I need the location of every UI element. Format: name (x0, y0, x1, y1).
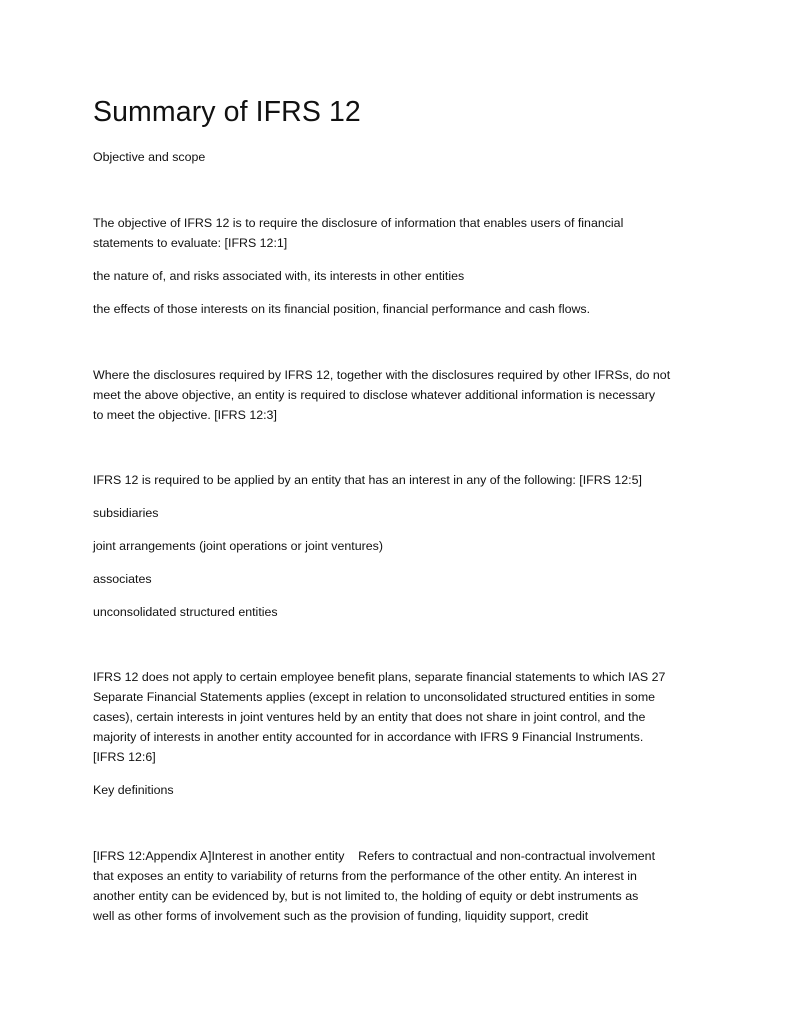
text-line: [IFRS 12:6] (93, 750, 156, 764)
list-item-unconsolidated-structured-entities (93, 602, 703, 622)
list-item-nature-and-risks (93, 266, 703, 286)
list-item-joint-arrangements (93, 536, 703, 556)
text-line: Separate Financial Statements applies (except in relation to unconsolidated structured entities in some (93, 690, 656, 704)
text-line: meet the above objective, an entity is required to disclose whatever additional information is necessary (93, 388, 656, 402)
text-line: joint arrangements (joint operations or joint ventures) (93, 539, 383, 553)
paragraph-scope (93, 470, 703, 490)
list-item-subsidiaries (93, 503, 703, 523)
list-item-effects (93, 299, 703, 319)
text-line: The objective of IFRS 12 is to require the disclosure of information that enables users of financial (93, 216, 624, 230)
text-line: the effects of those interests on its financial position, financial performance and cash flows. (93, 302, 591, 316)
heading-objective-and-scope (93, 147, 703, 167)
text-line: cases), certain interests in joint ventures held by an entity that does not share in joint control, and the (93, 710, 646, 724)
document-title: Summary of IFRS 12 (93, 96, 361, 128)
text-line: IFRS 12 does not apply to certain employee benefit plans, separate financial statements to which IAS 27 (93, 670, 666, 684)
paragraph-additional-disclosures (93, 365, 703, 425)
text-line: [IFRS 12:Appendix A]Interest in another entity Refers to contractual and non-contractual involvement (93, 849, 656, 863)
text-line: IFRS 12 is required to be applied by an entity that has an interest in any of the following: [IFRS 12:5] (93, 473, 642, 487)
text-line: that exposes an entity to variability of returns from the performance of the other entity. An interest in (93, 869, 637, 883)
text-line: well as other forms of involvement such as the provision of funding, liquidity support, credit (93, 909, 589, 923)
text-line: unconsolidated structured entities (93, 605, 278, 619)
text-line: to meet the objective. [IFRS 12:3] (93, 408, 277, 422)
paragraph-exclusions (93, 667, 703, 767)
text-line: Key definitions (93, 783, 174, 797)
text-line: associates (93, 572, 152, 586)
text-line: another entity can be evidenced by, but is not limited to, the holding of equity or debt instruments as (93, 889, 639, 903)
paragraph-interest-in-another-entity (93, 846, 703, 926)
text-line: Objective and scope (93, 150, 206, 164)
text-line: the nature of, and risks associated with, its interests in other entities (93, 269, 465, 283)
text-line: subsidiaries (93, 506, 159, 520)
text-line: Where the disclosures required by IFRS 12, together with the disclosures required by other IFRSs, do not (93, 368, 671, 382)
text-line: statements to evaluate: [IFRS 12:1] (93, 236, 288, 250)
text-line: majority of interests in another entity accounted for in accordance with IFRS 9 Financial Instruments. (93, 730, 644, 744)
list-item-associates (93, 569, 703, 589)
paragraph-objective (93, 213, 703, 253)
heading-key-definitions (93, 780, 703, 800)
